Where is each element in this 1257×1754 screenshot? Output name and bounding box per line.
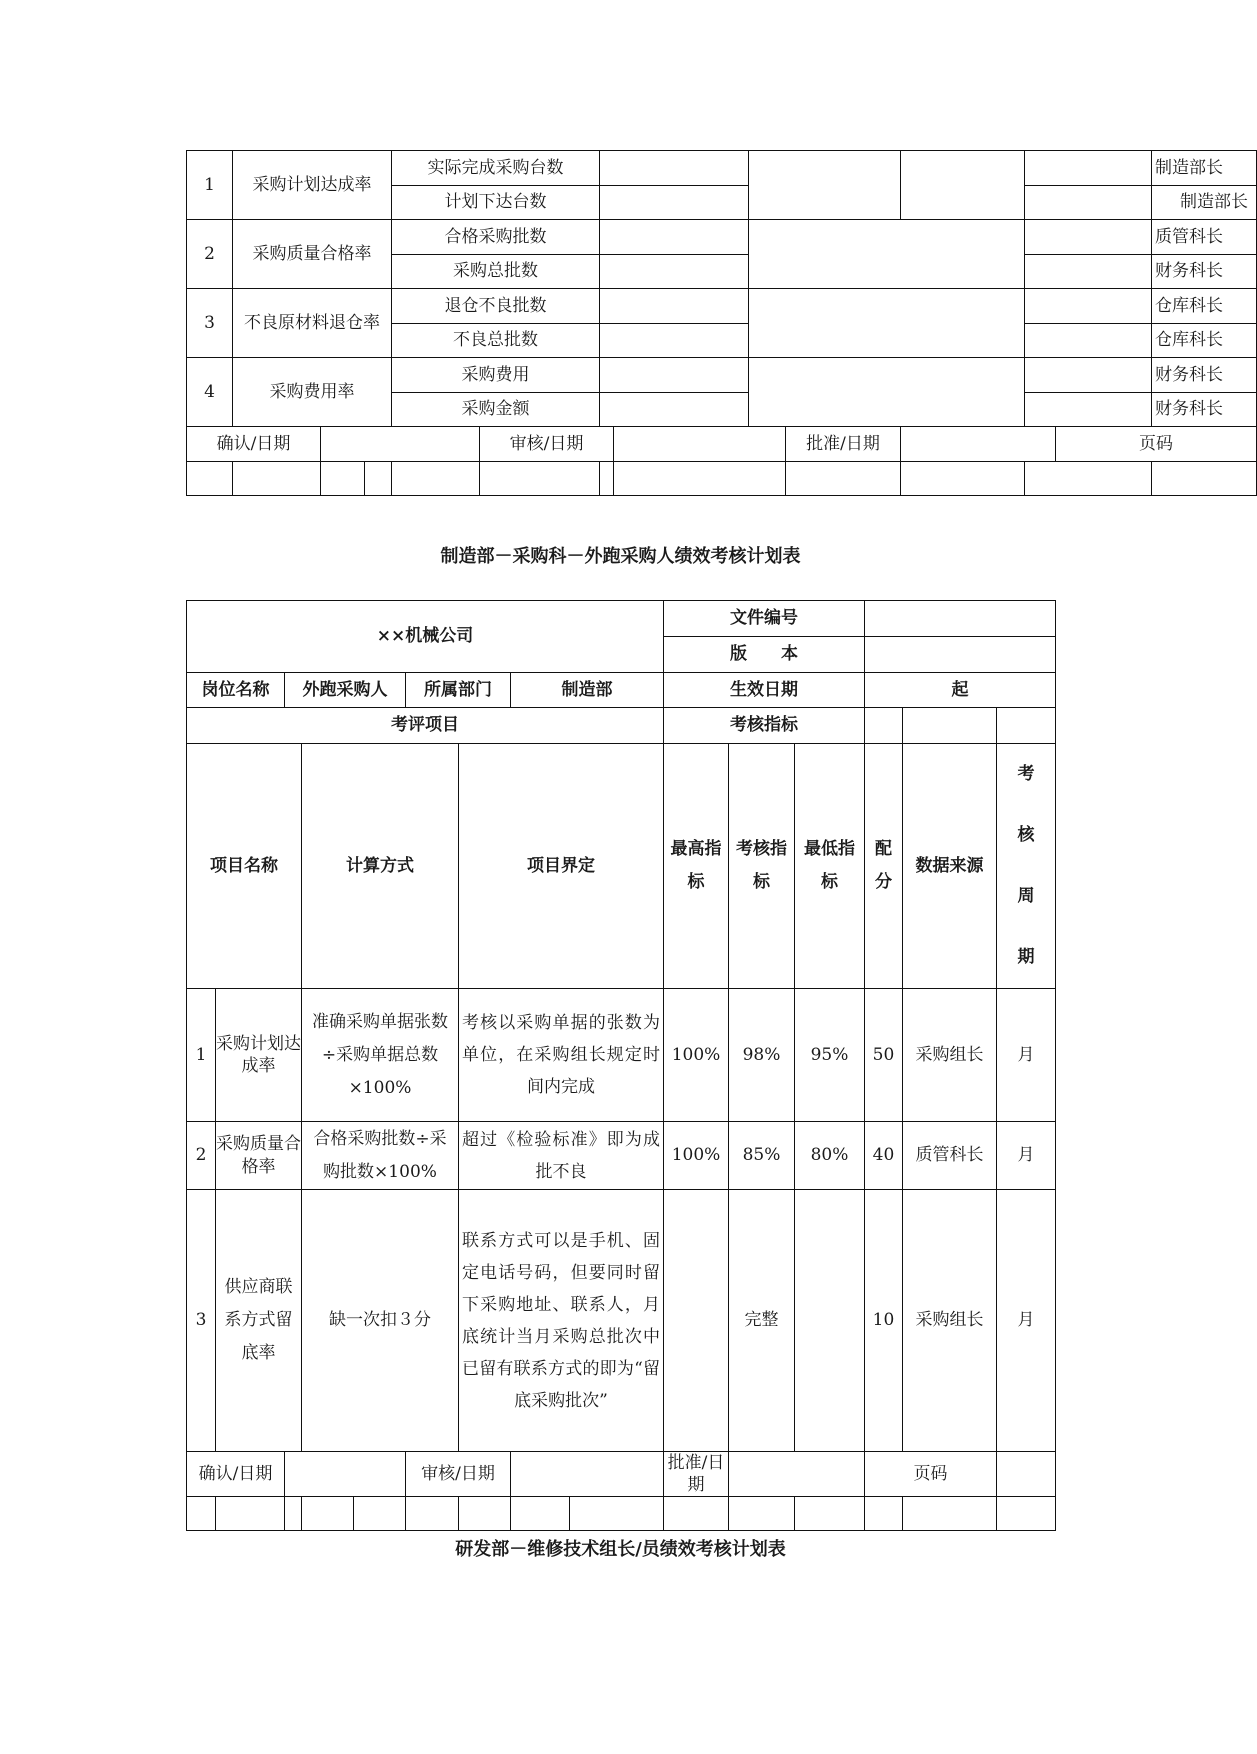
performance-plan-table: [186, 600, 1056, 1531]
kpi-value-cell: [600, 220, 749, 255]
section-title: 制造部－采购科－外跑采购人绩效考核计划表: [440, 546, 801, 567]
blank-cell: [729, 1497, 795, 1531]
blank-cell: [459, 1497, 511, 1531]
section-title: 研发部－维修技术组长/员绩效考核计划表: [455, 1539, 786, 1560]
blank-cell: [1025, 358, 1152, 393]
blank-cell: [570, 1497, 664, 1531]
blank-cell: [865, 1497, 903, 1531]
item-definition: 超过《检验标准》即为成批不良: [459, 1122, 664, 1190]
effective-date-label: 生效日期: [664, 673, 865, 708]
data-source: 质管科长: [903, 1122, 997, 1190]
department-value: 制造部: [511, 673, 664, 708]
blank-cell: [1025, 323, 1152, 358]
col-data-source: 数据来源: [903, 744, 997, 989]
col-kpi-target: 考核指标: [729, 744, 795, 989]
item-name: 供应商联系方式留底率: [216, 1190, 302, 1452]
kpi-item: 采购费用: [392, 358, 600, 393]
blank-cell: [233, 461, 321, 496]
col-definition: 项目界定: [459, 744, 664, 989]
kpi-target: 85%: [729, 1122, 795, 1190]
blank-cell: [749, 289, 1025, 358]
col-item-name: 项目名称: [187, 744, 302, 989]
col-period-char: 周: [1017, 886, 1035, 906]
header-row: [187, 601, 1056, 637]
kpi-value-cell: [600, 289, 749, 324]
kpi-value-cell: [600, 392, 749, 427]
review-date-field[interactable]: [614, 427, 786, 462]
kpi-name: 不良原材料退仓率: [233, 289, 392, 358]
row-number: 3: [187, 1190, 216, 1452]
blank-cell: [1025, 220, 1152, 255]
table-row: [187, 151, 1257, 186]
kpi-item: 不良总批数: [392, 323, 600, 358]
calc-method: 合格采购批数÷采购批数×100%: [302, 1122, 459, 1190]
kpi-item: 退仓不良批数: [392, 289, 600, 324]
row-number: 2: [187, 220, 233, 289]
kpi-value-cell: [600, 358, 749, 393]
data-source: 制造部长: [1152, 151, 1257, 186]
position-row: [187, 673, 1056, 708]
kpi-label: 考核指标: [664, 708, 865, 744]
table-row: [187, 358, 1257, 393]
approve-date-field[interactable]: [901, 427, 1056, 462]
blank-cell: [903, 1497, 997, 1531]
blank-cell: [321, 461, 365, 496]
review-date-label: 审核/日期: [406, 1452, 511, 1497]
effective-date-value: 起: [865, 673, 1056, 708]
kpi-item: 合格采购批数: [392, 220, 600, 255]
data-source: 财务科长: [1152, 392, 1257, 427]
data-source: 财务科长: [1152, 254, 1257, 289]
kpi-value-cell: [600, 151, 749, 186]
blank-cell: [187, 1497, 216, 1531]
blank-cell: [1025, 392, 1152, 427]
signature-blank-row: [187, 461, 1257, 496]
page-number-label: 页码: [1056, 427, 1257, 462]
version-label: 版 本: [664, 637, 865, 673]
col-period-char: 核: [1017, 825, 1035, 845]
blank-cell: [354, 1497, 406, 1531]
period: 月: [997, 989, 1056, 1122]
kpi-target: 完整: [729, 1190, 795, 1452]
doc-number-label: 文件编号: [664, 601, 865, 637]
blank-cell: [795, 1497, 865, 1531]
blank-cell: [511, 1497, 570, 1531]
item-definition: 考核以采购单据的张数为单位，在采购组长规定时间内完成: [459, 989, 664, 1122]
row-number: 2: [187, 1122, 216, 1190]
blank-cell: [614, 461, 786, 496]
blank-cell: [901, 151, 1025, 220]
blank-cell: [1025, 289, 1152, 324]
confirm-date-field[interactable]: [321, 427, 480, 462]
approve-date-field[interactable]: [729, 1452, 865, 1497]
blank-cell: [664, 1497, 729, 1531]
item-name: 采购计划达成率: [216, 989, 302, 1122]
version-value[interactable]: [865, 637, 1056, 673]
blank-cell: [903, 708, 997, 744]
period: 月: [997, 1122, 1056, 1190]
col-period-char: 期: [1017, 947, 1035, 967]
department-label: 所属部门: [406, 673, 511, 708]
table-row: [187, 989, 1056, 1122]
data-source: 采购组长: [903, 989, 997, 1122]
position-label: 岗位名称: [187, 673, 285, 708]
min-target: 95%: [795, 989, 865, 1122]
blank-cell: [187, 461, 233, 496]
data-source: 制造部长: [1152, 185, 1257, 220]
blank-cell: [749, 220, 1025, 289]
kpi-name: 采购费用率: [233, 358, 392, 427]
blank-cell: [997, 708, 1056, 744]
min-target: 80%: [795, 1122, 865, 1190]
section-header-row: [187, 708, 1056, 744]
blank-cell: [749, 358, 1025, 427]
data-source: 质管科长: [1152, 220, 1257, 255]
company-name: ××机械公司: [187, 601, 664, 673]
kpi-value-cell: [600, 323, 749, 358]
col-calc-method: 计算方式: [302, 744, 459, 989]
review-date-label: 审核/日期: [480, 427, 614, 462]
signature-blank-row: [187, 1497, 1056, 1531]
blank-cell: [392, 461, 480, 496]
data-source: 仓库科长: [1152, 289, 1257, 324]
blank-cell: [1025, 254, 1152, 289]
blank-cell: [865, 708, 903, 744]
max-target: 100%: [664, 1122, 729, 1190]
kpi-item: 采购金额: [392, 392, 600, 427]
approve-date-label: 批准/日期: [786, 427, 901, 462]
page-number-field[interactable]: [997, 1452, 1056, 1497]
blank-cell: [600, 461, 614, 496]
col-max-target: 最高指标: [664, 744, 729, 989]
max-target: [664, 1190, 729, 1452]
eval-items-label: 考评项目: [187, 708, 664, 744]
data-source: 仓库科长: [1152, 323, 1257, 358]
kpi-item: 采购总批数: [392, 254, 600, 289]
kpi-value-cell: [600, 185, 749, 220]
kpi-name: 采购计划达成率: [233, 151, 392, 220]
blank-cell: [786, 461, 901, 496]
table-row: [187, 289, 1257, 324]
signature-row: [187, 1452, 1056, 1497]
blank-cell: [285, 1497, 302, 1531]
row-number: 1: [187, 151, 233, 220]
row-number: 3: [187, 289, 233, 358]
blank-cell: [901, 461, 1025, 496]
score: 50: [865, 989, 903, 1122]
period: 月: [997, 1190, 1056, 1452]
row-number: 4: [187, 358, 233, 427]
row-number: 1: [187, 989, 216, 1122]
blank-cell: [480, 461, 600, 496]
col-score: 配分: [865, 744, 903, 989]
page-number-label: 页码: [865, 1452, 997, 1497]
confirm-date-label: 确认/日期: [187, 427, 321, 462]
calc-method: 缺一次扣３分: [302, 1190, 459, 1452]
kpi-target: 98%: [729, 989, 795, 1122]
max-target: 100%: [664, 989, 729, 1122]
blank-cell: [749, 151, 901, 220]
data-source: 财务科长: [1152, 358, 1257, 393]
score: 40: [865, 1122, 903, 1190]
table-row: [187, 1190, 1056, 1452]
signature-row: [187, 427, 1257, 462]
item-definition: 联系方式可以是手机、固定电话号码，但要同时留下采购地址、联系人，月底统计当月采购总批次中已留有联系方式的即为“留底采购批次”: [459, 1190, 664, 1452]
blank-cell: [216, 1497, 285, 1531]
blank-cell: [365, 461, 392, 496]
column-header-row: [187, 744, 1056, 989]
blank-cell: [1025, 461, 1152, 496]
table-row: [187, 220, 1257, 255]
blank-cell: [406, 1497, 459, 1531]
blank-cell: [997, 1497, 1056, 1531]
blank-cell: [1025, 185, 1152, 220]
approve-date-label: 批准/日期: [664, 1452, 729, 1497]
kpi-name: 采购质量合格率: [233, 220, 392, 289]
blank-cell: [1152, 461, 1257, 496]
col-period-char: 考: [1017, 764, 1035, 784]
confirm-date-field[interactable]: [285, 1452, 406, 1497]
review-date-field[interactable]: [511, 1452, 664, 1497]
doc-number-value[interactable]: [865, 601, 1056, 637]
position-value: 外跑采购人: [285, 673, 406, 708]
min-target: [795, 1190, 865, 1452]
col-period: [997, 744, 1056, 989]
kpi-value-cell: [600, 254, 749, 289]
blank-cell: [1025, 151, 1152, 186]
data-source: 采购组长: [903, 1190, 997, 1452]
kpi-item: 实际完成采购台数: [392, 151, 600, 186]
col-min-target: 最低指标: [795, 744, 865, 989]
score: 10: [865, 1190, 903, 1452]
item-name: 采购质量合格率: [216, 1122, 302, 1190]
calc-method: 准确采购单据张数÷采购单据总数×100%: [302, 989, 459, 1122]
kpi-summary-table: [186, 150, 1257, 496]
table-row: [187, 1122, 1056, 1190]
confirm-date-label: 确认/日期: [187, 1452, 285, 1497]
blank-cell: [302, 1497, 354, 1531]
kpi-item: 计划下达台数: [392, 185, 600, 220]
